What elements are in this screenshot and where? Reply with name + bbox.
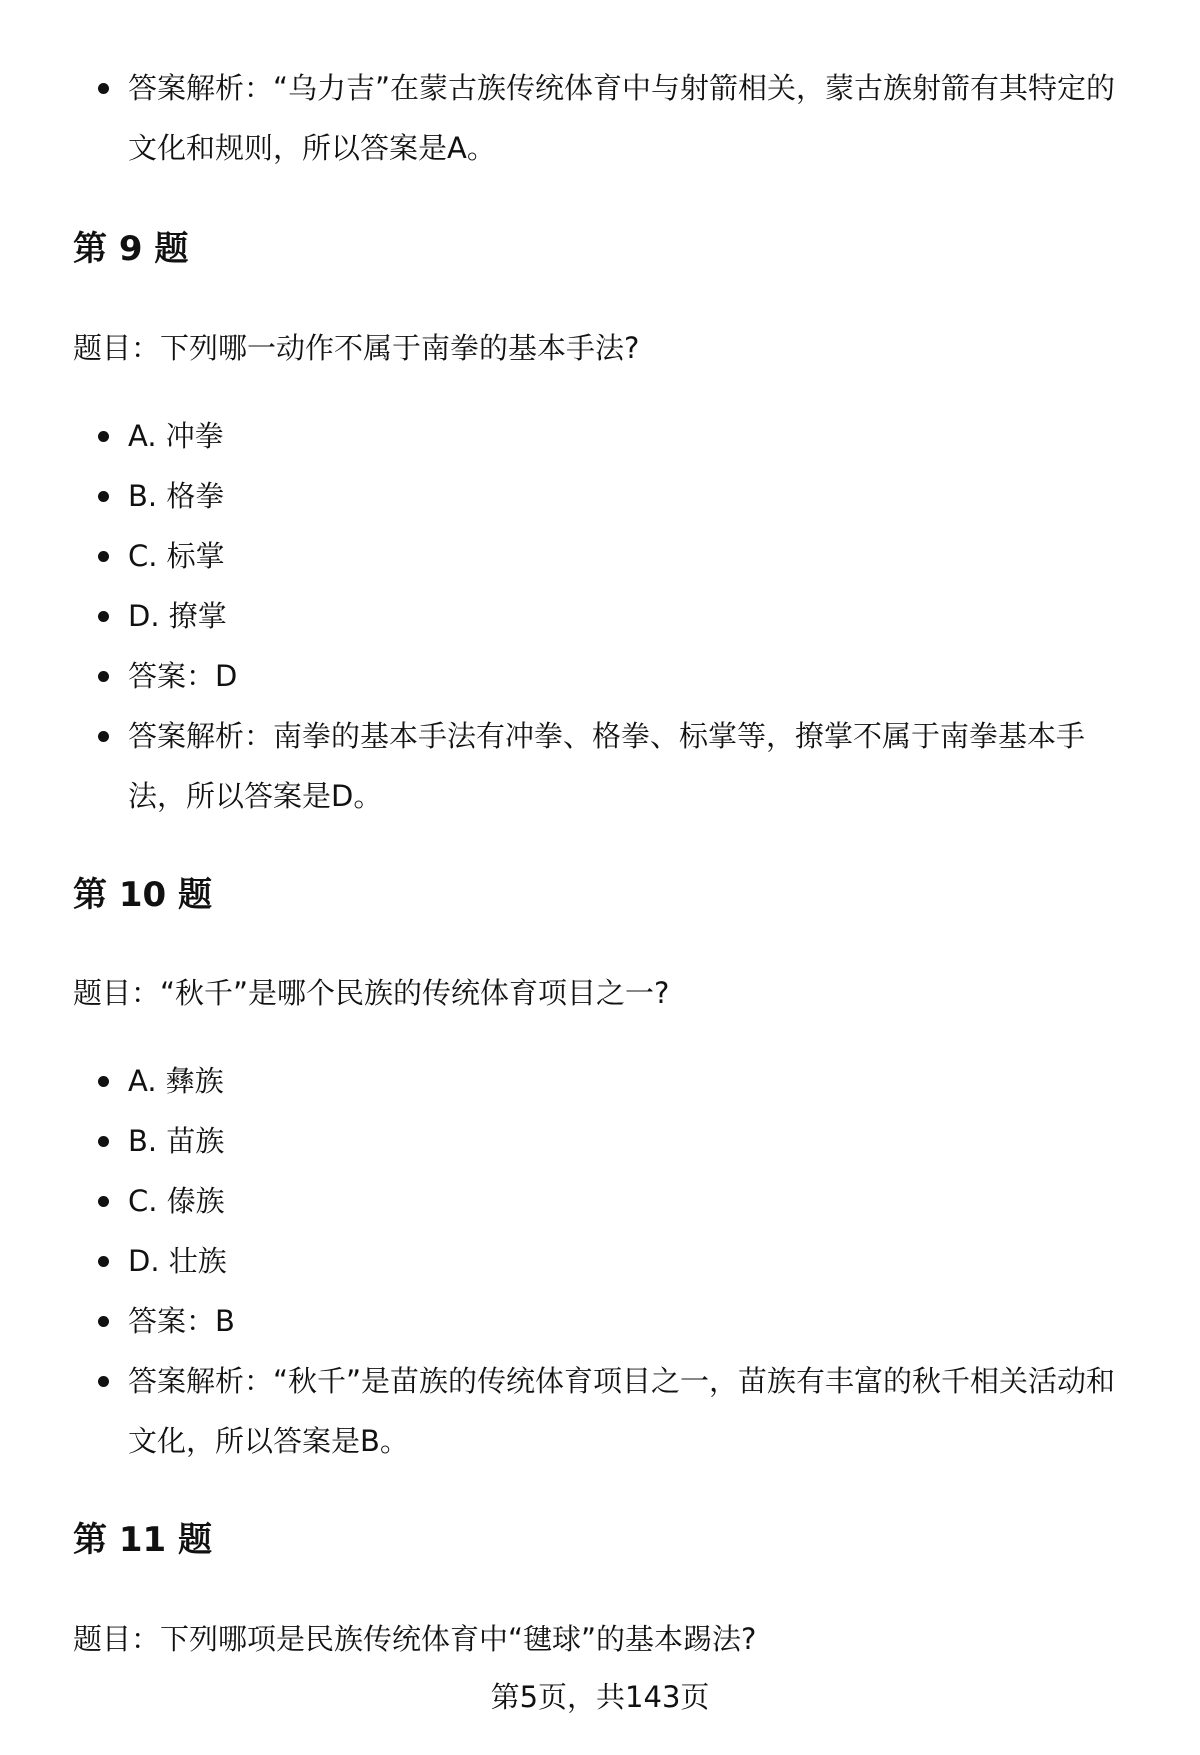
option-text: C. 傣族 [128,1184,225,1218]
bullet-icon [98,671,109,682]
explanation-text: 答案解析：“秋千”是苗族的传统体育项目之一，苗族有丰富的秋千相关活动和文化，所以答案是B。 [128,1364,1116,1458]
options-list [0,406,1200,826]
option-text: D. 撩掌 [128,599,227,633]
options-list [0,1051,1200,1471]
option-item [0,526,1200,586]
question-text: 题目：下列哪项是民族传统体育中“毽球”的基本踢法? [73,1622,757,1656]
explanation-item [0,1351,1200,1471]
bullet-icon [98,731,109,742]
answer-text: 答案：D [128,659,238,693]
page-number: 第5页，共143页 [490,1680,710,1714]
option-item [0,1231,1200,1291]
option-item [0,406,1200,466]
bullet-icon [98,1316,109,1327]
prev-question-list [0,58,1200,178]
option-text: B. 苗族 [128,1124,225,1158]
bullet-icon [98,611,109,622]
list-item [0,58,1200,178]
question-text: 题目：下列哪一动作不属于南拳的基本手法? [73,331,640,365]
option-text: A. 彝族 [128,1064,224,1098]
explanation-text: 答案解析：南拳的基本手法有冲拳、格拳、标掌等，撩掌不属于南拳基本手法，所以答案是D。 [128,719,1086,813]
explanation-item [0,706,1200,826]
question-heading: 第 9 题 [73,229,189,269]
bullet-icon [98,1196,109,1207]
answer-item [0,646,1200,706]
option-text: B. 格拳 [128,479,225,513]
option-item [0,1051,1200,1111]
bullet-icon [98,1376,109,1387]
question-heading: 第 10 题 [73,875,212,915]
bullet-icon [98,1136,109,1147]
option-item [0,586,1200,646]
option-text: C. 标掌 [128,539,225,573]
bullet-icon [98,1256,109,1267]
option-item [0,466,1200,526]
bullet-icon [98,1076,109,1087]
explanation-text: 答案解析：“乌力吉”在蒙古族传统体育中与射箭相关，蒙古族射箭有其特定的文化和规则，所以答案是A。 [128,71,1116,165]
bullet-icon [98,551,109,562]
question-text: 题目：“秋千”是哪个民族的传统体育项目之一? [73,976,670,1010]
bullet-icon [98,491,109,502]
option-item [0,1111,1200,1171]
bullet-icon [98,431,109,442]
bullet-icon [98,83,109,94]
option-item [0,1171,1200,1231]
answer-text: 答案：B [128,1304,235,1338]
question-heading: 第 11 题 [73,1520,212,1560]
option-text: A. 冲拳 [128,419,224,453]
option-text: D. 壮族 [128,1244,227,1278]
answer-item [0,1291,1200,1351]
